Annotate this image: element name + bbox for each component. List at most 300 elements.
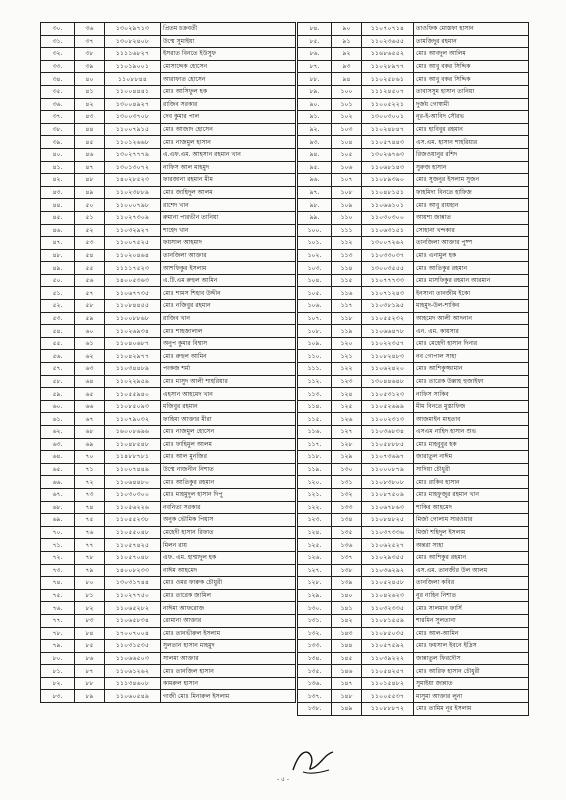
candidate-name-cell: মজিবুর রহমান bbox=[161, 400, 296, 413]
roll-index-cell: ১০২ bbox=[332, 111, 362, 124]
roll-number-cell: ১৩০০৩০০১ bbox=[362, 111, 414, 124]
serial-cell: ১২৯. bbox=[298, 589, 332, 602]
roll-index-cell: ৯৩ bbox=[332, 60, 362, 73]
roll-number-cell: ১১০৩৯২২২ bbox=[362, 652, 414, 665]
roll-number-cell: ১১০৮৮৪৪ bbox=[105, 73, 161, 86]
roll-number-cell: ১১০৬৮১৪৩ bbox=[362, 161, 414, 174]
roll-index-cell: ১২৮ bbox=[332, 438, 362, 451]
roll-index-cell: ৪৮ bbox=[75, 174, 105, 187]
serial-cell: ৯৯. bbox=[298, 211, 332, 224]
roll-index-cell: ৬৫ bbox=[75, 388, 105, 401]
roll-number-cell: ১১০৬২৪২০ bbox=[362, 363, 414, 376]
table-row bbox=[298, 249, 529, 262]
candidate-name-cell: অনুক ভৌমিক পিয়াস bbox=[161, 514, 296, 527]
candidate-name-cell: এসএম নাহিদ হাসান শুভ bbox=[414, 426, 529, 439]
roll-number-cell: ১১০৭৭৭৩৩ bbox=[362, 274, 414, 287]
candidate-name-cell: মোসাদ্দেক হোসেন bbox=[161, 60, 296, 73]
roll-index-cell: ১১২ bbox=[332, 237, 362, 250]
serial-cell: ৮১. bbox=[41, 665, 75, 678]
serial-cell: ৭৯. bbox=[41, 640, 75, 653]
roll-number-cell: ১১০৪০৬৮৭ bbox=[105, 337, 161, 350]
roll-number-cell: ১১০০২৩১৩ bbox=[362, 413, 414, 426]
roll-number-cell: ১১০৩৮১৯৫ bbox=[362, 300, 414, 313]
serial-cell: ৪৭. bbox=[41, 237, 75, 250]
table-row bbox=[298, 136, 529, 149]
roll-number-cell: ১১০৮৫০৩৫ bbox=[362, 627, 414, 640]
table-row bbox=[298, 60, 529, 73]
roll-number-cell: ১৭০০৭০০৪ bbox=[105, 627, 161, 640]
roll-index-cell: ৪৯ bbox=[75, 186, 105, 199]
roll-number-cell: ১১০৮১৫৫৯ bbox=[362, 614, 414, 627]
roll-index-cell: ১২০ bbox=[332, 337, 362, 350]
table-row bbox=[41, 23, 296, 36]
table-row bbox=[298, 501, 529, 514]
roll-index-cell: ৯১ bbox=[332, 35, 362, 48]
serial-cell: ১০৭. bbox=[298, 312, 332, 325]
candidate-name-cell: মোঃ আরিফ হাসান চৌধুরী bbox=[414, 665, 529, 678]
roll-number-cell: ১১০৪২৯৭৭ bbox=[105, 350, 161, 363]
candidate-name-cell: সোহানা খন্দকার bbox=[414, 224, 529, 237]
candidate-name-cell: রোমানা আক্তার bbox=[161, 614, 296, 627]
roll-number-cell: ১৩০৮২৪০৮ bbox=[105, 35, 161, 48]
roll-index-cell: ৮২ bbox=[75, 602, 105, 615]
candidate-name-cell: মোঃ ফয়সাল ইবনে ইদ্রিস bbox=[414, 640, 529, 653]
table-row bbox=[41, 274, 296, 287]
roll-number-cell: ১১০০০৮৭৯ bbox=[362, 463, 414, 476]
left-roster-table bbox=[40, 22, 296, 703]
roll-number-cell: ১১১২৪৫০৭ bbox=[362, 85, 414, 98]
roll-index-cell: ৯০ bbox=[332, 23, 362, 36]
roll-number-cell: ১১০০৪৪৪১ bbox=[105, 85, 161, 98]
serial-cell: ১২২. bbox=[298, 501, 332, 514]
table-row bbox=[298, 514, 529, 527]
left-roster-body bbox=[41, 23, 296, 703]
table-row bbox=[41, 665, 296, 678]
table-row bbox=[298, 186, 529, 199]
roll-number-cell: ১১০৫৫২৩৮ bbox=[105, 514, 161, 527]
candidate-name-cell: তাবাসসুম হাসান তানিয়া bbox=[414, 85, 529, 98]
candidate-name-cell: মোঃ হাবিবুর রহমান bbox=[414, 123, 529, 136]
candidate-name-cell: মির্জা শহিদুল ইসলাম bbox=[414, 526, 529, 539]
roll-index-cell: ১২৭ bbox=[332, 426, 362, 439]
serial-cell: ৩৫. bbox=[41, 85, 75, 98]
candidate-name-cell: গাজী মোঃ মিনারুল ইসলাম bbox=[161, 690, 296, 703]
roll-number-cell: ১১০৫৭৪৪৩ bbox=[362, 136, 414, 149]
candidate-name-cell: রিজওয়ানুর রশিদ bbox=[414, 148, 529, 161]
roll-number-cell: ১১০৩৪৪৮৯ bbox=[105, 363, 161, 376]
roll-number-cell: ১৩০০৭২৬২ bbox=[362, 237, 414, 250]
roll-index-cell: ১২১ bbox=[332, 350, 362, 363]
roll-index-cell: ১১৩ bbox=[332, 249, 362, 262]
candidate-name-cell: ইনসানা তানজীম ইকো bbox=[414, 287, 529, 300]
table-row bbox=[41, 539, 296, 552]
roll-index-cell: ১৩৪ bbox=[332, 514, 362, 527]
roll-index-cell: ৮৬ bbox=[75, 652, 105, 665]
table-row bbox=[41, 249, 296, 262]
candidate-name-cell: নুর নাহিন নিশাত bbox=[414, 589, 529, 602]
table-row bbox=[41, 35, 296, 48]
roll-index-cell: ৭৪ bbox=[75, 501, 105, 514]
table-row bbox=[41, 174, 296, 187]
serial-cell: ১৩৬. bbox=[298, 677, 332, 690]
table-row bbox=[41, 375, 296, 388]
roll-number-cell: ১১০০৭৯১৫ bbox=[105, 123, 161, 136]
roll-number-cell: ১১০৬৫২৮২ bbox=[105, 602, 161, 615]
roll-number-cell: ১১৬৮৬৫৫২ bbox=[362, 48, 414, 61]
candidate-name-cell: মোঃ তানজিল হাসান bbox=[161, 665, 296, 678]
candidate-name-cell: মোঃ শামস শিহাব উদ্দীন bbox=[161, 287, 296, 300]
serial-cell: ৮৬. bbox=[298, 48, 332, 61]
roll-number-cell: ১১০৫৩১২৩ bbox=[362, 388, 414, 401]
roll-index-cell: ১৩৫ bbox=[332, 526, 362, 539]
roll-number-cell: ১১০৩৬৮৩৪ bbox=[362, 426, 414, 439]
table-row bbox=[298, 174, 529, 187]
roll-number-cell: ১১০২০৪৬৪ bbox=[105, 249, 161, 262]
roll-number-cell: ১১০৬৫৮৩৪ bbox=[105, 614, 161, 627]
roll-number-cell: ১৩০০৪৯২৭ bbox=[105, 98, 161, 111]
serial-cell: ৫০. bbox=[41, 274, 75, 287]
roll-index-cell: ৭৮ bbox=[75, 551, 105, 564]
serial-cell: ১১০. bbox=[298, 350, 332, 363]
candidate-name-cell: অন্তরা সাহা bbox=[414, 539, 529, 552]
table-row bbox=[298, 161, 529, 174]
table-row bbox=[41, 350, 296, 363]
candidate-name-cell: তামজিদুর রহমান bbox=[414, 35, 529, 48]
table-row bbox=[298, 224, 529, 237]
candidate-name-cell: এহসান আহমেদ খান bbox=[161, 388, 296, 401]
roll-number-cell: ১১০৪৮১৫১ bbox=[362, 186, 414, 199]
candidate-name-cell: ইসরাত বিনতে ইউসুফ bbox=[161, 48, 296, 61]
roll-number-cell: ১১০৪৮৫৪৮ bbox=[105, 438, 161, 451]
roll-number-cell: ১১০৬৭৮৬৩ bbox=[362, 501, 414, 514]
roll-index-cell: ৪৪ bbox=[75, 123, 105, 136]
serial-cell: ১২১. bbox=[298, 488, 332, 501]
serial-cell: ৫৮. bbox=[41, 375, 75, 388]
serial-cell: ৬০. bbox=[41, 400, 75, 413]
roll-index-cell: ১১৪ bbox=[332, 262, 362, 275]
candidate-name-cell: মোঃ তামিম নূর ইসলাম bbox=[414, 703, 529, 716]
roll-index-cell: ১৩২ bbox=[332, 488, 362, 501]
roll-index-cell: ৬৮ bbox=[75, 426, 105, 439]
candidate-name-cell: মোঃ আশিকুজ্জামান bbox=[414, 363, 529, 376]
table-row bbox=[41, 111, 296, 124]
candidate-name-cell: মোঃ রাকিব হাসান bbox=[414, 476, 529, 489]
roll-index-cell: ১০৫ bbox=[332, 148, 362, 161]
roll-number-cell: ১১০০৭৪৪৯ bbox=[105, 463, 161, 476]
table-row bbox=[298, 111, 529, 124]
candidate-name-cell: কামরুল হাসান bbox=[161, 677, 296, 690]
serial-cell: ৯৪. bbox=[298, 148, 332, 161]
candidate-name-cell: পংকজ শর্মা bbox=[161, 363, 296, 376]
serial-cell: ৮৮. bbox=[298, 73, 332, 86]
serial-cell: ৪১. bbox=[41, 161, 75, 174]
candidate-name-cell: মোঃ তারেক উল্লাহ হুজাইফা bbox=[414, 375, 529, 388]
roll-number-cell: ১১০৫৭৪২৫ bbox=[105, 539, 161, 552]
candidate-name-cell: ফারজানা রহমান মীম bbox=[161, 174, 296, 187]
serial-cell: ১১৯. bbox=[298, 463, 332, 476]
table-row bbox=[41, 312, 296, 325]
candidate-name-cell: আশফিকুর ইসলাম bbox=[161, 262, 296, 275]
candidate-name-cell: সুমাইয়া জান্নাত bbox=[414, 677, 529, 690]
candidate-name-cell: এফ. এম. হাম্মাদুল হক bbox=[161, 551, 296, 564]
candidate-name-cell: মাহমুদ-উল-শাকিব bbox=[414, 300, 529, 313]
roll-index-cell: ১৩৩ bbox=[332, 501, 362, 514]
table-row bbox=[298, 337, 529, 350]
roll-index-cell: ৮৭ bbox=[75, 665, 105, 678]
roll-index-cell: ৫১ bbox=[75, 211, 105, 224]
serial-cell: ৭২. bbox=[41, 551, 75, 564]
candidate-name-cell: মোঃ তানভীরুল ইসলাম bbox=[161, 627, 296, 640]
serial-cell: ৮৫. bbox=[298, 35, 332, 48]
table-row bbox=[41, 564, 296, 577]
serial-cell: ৬৩. bbox=[41, 438, 75, 451]
table-row bbox=[41, 551, 296, 564]
candidate-name-cell: সুরুজ হাসান bbox=[414, 161, 529, 174]
roll-index-cell: ৮১ bbox=[75, 589, 105, 602]
candidate-name-cell: মোঃ ফাহিমুল আলম bbox=[161, 438, 296, 451]
table-row bbox=[298, 438, 529, 451]
table-row bbox=[298, 589, 529, 602]
roll-index-cell: ৭০ bbox=[75, 451, 105, 464]
serial-cell: ৭৮. bbox=[41, 627, 75, 640]
table-row bbox=[298, 602, 529, 615]
roll-index-cell: ৬৬ bbox=[75, 400, 105, 413]
roll-number-cell: ১৪০০৮২৩৩ bbox=[105, 564, 161, 577]
table-row bbox=[298, 325, 529, 338]
serial-cell: ১১৫. bbox=[298, 413, 332, 426]
serial-cell: ৮৩. bbox=[41, 690, 75, 703]
serial-cell: ১২৭. bbox=[298, 564, 332, 577]
serial-cell: ৪৫. bbox=[41, 211, 75, 224]
candidate-name-cell: মীম বিনতে মুস্তাফিজ bbox=[414, 400, 529, 413]
table-row bbox=[298, 23, 529, 36]
roll-number-cell: ১১০৭৩৬৯৭ bbox=[362, 451, 414, 464]
serial-cell: ৯৬. bbox=[298, 174, 332, 187]
roll-index-cell: ১২৪ bbox=[332, 388, 362, 401]
table-row bbox=[41, 363, 296, 376]
serial-cell: ৫২. bbox=[41, 300, 75, 313]
candidate-name-cell: শাহেদ খান bbox=[161, 224, 296, 237]
roll-number-cell: ১১০২৮৯৭৭ bbox=[362, 60, 414, 73]
serial-cell: ৭৬. bbox=[41, 602, 75, 615]
table-row bbox=[41, 400, 296, 413]
candidate-name-cell: আরাফাত হোসেন bbox=[161, 73, 296, 86]
candidate-name-cell: মাসুমা আক্তার লুনা bbox=[414, 690, 529, 703]
right-roster-table bbox=[297, 22, 529, 716]
table-row bbox=[41, 48, 296, 61]
table-row bbox=[41, 186, 296, 199]
serial-cell: ৭১. bbox=[41, 539, 75, 552]
roll-index-cell: ৬০ bbox=[75, 325, 105, 338]
roll-number-cell: ১১০০৫৫৩৭ bbox=[362, 690, 414, 703]
roll-number-cell: ১১১১৭৫২৩ bbox=[105, 262, 161, 275]
table-row bbox=[298, 73, 529, 86]
table-row bbox=[298, 551, 529, 564]
candidate-name-cell: মোঃ আল মুনজির bbox=[161, 451, 296, 464]
roll-number-cell: ১১০২৩৬৫৫ bbox=[362, 35, 414, 48]
table-row bbox=[41, 526, 296, 539]
serial-cell: ৭০. bbox=[41, 526, 75, 539]
candidate-name-cell: নাঈমা আফরোজ bbox=[161, 602, 296, 615]
serial-cell: ১২৩. bbox=[298, 514, 332, 527]
candidate-name-cell: মোঃ আজাদ হোসেন bbox=[161, 123, 296, 136]
roll-number-cell: ১১০২৪৮৪৭ bbox=[362, 123, 414, 136]
roll-number-cell: ১১০২৭৭৫০ bbox=[105, 589, 161, 602]
serial-cell: ৮৯. bbox=[298, 85, 332, 98]
serial-cell: ১১৪. bbox=[298, 400, 332, 413]
serial-cell: ৫৩. bbox=[41, 312, 75, 325]
roll-index-cell: ১১৯ bbox=[332, 325, 362, 338]
table-row bbox=[41, 85, 296, 98]
roll-index-cell: ১৩৯ bbox=[332, 577, 362, 590]
candidate-name-cell: আজমাইন মাহতাব bbox=[414, 413, 529, 426]
roll-number-cell: ১১০৫৪২৫৭ bbox=[362, 665, 414, 678]
roll-index-cell: ৭৩ bbox=[75, 488, 105, 501]
roll-index-cell: ১৪০ bbox=[332, 589, 362, 602]
serial-cell: ৮২. bbox=[41, 677, 75, 690]
serial-cell: ১০১. bbox=[298, 237, 332, 250]
serial-cell: ৭৩. bbox=[41, 564, 75, 577]
serial-cell: ৪২. bbox=[41, 174, 75, 187]
roll-index-cell: ৫৫ bbox=[75, 262, 105, 275]
candidate-name-cell: মোঃ এনামুল হক bbox=[414, 249, 529, 262]
serial-cell: ১১৭. bbox=[298, 438, 332, 451]
table-row bbox=[298, 237, 529, 250]
table-row bbox=[298, 350, 529, 363]
table-row bbox=[298, 652, 529, 665]
serial-cell: ৩১. bbox=[41, 35, 75, 48]
roll-number-cell: ১১০৫৮৮৮৫ bbox=[362, 438, 414, 451]
roll-number-cell: ১১০৭১২৪৩ bbox=[362, 287, 414, 300]
candidate-name-cell: শাকির আহমেদ bbox=[414, 501, 529, 514]
roll-number-cell: ১১০০০৭৯৮ bbox=[105, 199, 161, 212]
table-row bbox=[41, 463, 296, 476]
roll-index-cell: ৫৪ bbox=[75, 249, 105, 262]
roll-number-cell: ১১০৮৯৩৯০ bbox=[362, 174, 414, 187]
table-row bbox=[298, 413, 529, 426]
roll-number-cell: ১১১১৬৮২৭ bbox=[105, 48, 161, 61]
candidate-name-cell: নব গোপাল সাহা bbox=[414, 350, 529, 363]
roll-number-cell: ১১০৩২৩৩৫ bbox=[362, 602, 414, 615]
roll-number-cell: ১১০৫২৪৫৮ bbox=[362, 577, 414, 590]
serial-cell: ১৩৮. bbox=[298, 703, 332, 716]
candidate-name-cell: তানজিলা আক্তার bbox=[161, 249, 296, 262]
roll-number-cell: ১১০০৭৫২৫ bbox=[105, 237, 161, 250]
candidate-name-cell: আহমেদ আলী আদনান bbox=[414, 312, 529, 325]
serial-cell: ৩২. bbox=[41, 48, 75, 61]
table-row bbox=[41, 602, 296, 615]
roll-index-cell: ৩৭ bbox=[75, 35, 105, 48]
roll-index-cell: ৫৯ bbox=[75, 312, 105, 325]
roll-index-cell: ১৪৫ bbox=[332, 652, 362, 665]
roll-number-cell: ১১০২৭৩০৯ bbox=[105, 211, 161, 224]
serial-cell: ৯২. bbox=[298, 123, 332, 136]
candidate-name-cell: সালমা আক্তার bbox=[161, 652, 296, 665]
roll-number-cell: ১১০৩৩০৩৭ bbox=[362, 249, 414, 262]
serial-cell: ৬৬. bbox=[41, 476, 75, 489]
table-row bbox=[41, 413, 296, 426]
candidate-name-cell: এ.টি.এম রুহুল আমিন bbox=[161, 274, 296, 287]
candidate-name-cell: ফাহমিদা বিনতে হাফিজ bbox=[414, 186, 529, 199]
roll-index-cell: ১৪১ bbox=[332, 602, 362, 615]
roll-number-cell: ১১০৭৯০৩২ bbox=[105, 413, 161, 426]
table-row bbox=[41, 388, 296, 401]
roll-index-cell: ৫০ bbox=[75, 199, 105, 212]
serial-cell: ৯৩. bbox=[298, 136, 332, 149]
roll-index-cell: ১০১ bbox=[332, 98, 362, 111]
table-row bbox=[41, 300, 296, 313]
table-row bbox=[41, 589, 296, 602]
table-row bbox=[41, 73, 296, 86]
table-row bbox=[41, 161, 296, 174]
serial-cell: ৬২. bbox=[41, 426, 75, 439]
table-row bbox=[298, 287, 529, 300]
table-row bbox=[41, 98, 296, 111]
roll-number-cell: ১১০২২৩৫৭ bbox=[362, 337, 414, 350]
table-row bbox=[298, 123, 529, 136]
roll-number-cell: ১৩০২৬৭৬৩ bbox=[362, 148, 414, 161]
roll-index-cell: ১১৮ bbox=[332, 312, 362, 325]
roll-number-cell: ১৩০১৩০৭২ bbox=[105, 161, 161, 174]
table-row bbox=[41, 640, 296, 653]
roll-number-cell: ১৩০২৯৭১৩ bbox=[105, 23, 161, 36]
roll-index-cell: ৫৭ bbox=[75, 287, 105, 300]
serial-cell: ১৩৭. bbox=[298, 690, 332, 703]
candidate-name-cell: মোঃ রুহুল আমিন bbox=[161, 350, 296, 363]
table-row bbox=[41, 438, 296, 451]
roll-index-cell: ৭৫ bbox=[75, 514, 105, 527]
roll-index-cell: ৭৯ bbox=[75, 564, 105, 577]
table-row bbox=[298, 640, 529, 653]
candidate-name-cell: মোঃ নাজমুল হাসান bbox=[161, 136, 296, 149]
roll-number-cell: ১৩০৪৪৬৪৮ bbox=[362, 375, 414, 388]
roll-number-cell: ১১০৭০৭১৪ bbox=[362, 23, 414, 36]
roll-index-cell: ৩৯ bbox=[75, 60, 105, 73]
table-row bbox=[41, 224, 296, 237]
roll-index-cell: ১০৯ bbox=[332, 199, 362, 212]
candidate-name-cell: তানজিলা কবির bbox=[414, 577, 529, 590]
table-row bbox=[298, 48, 529, 61]
serial-cell: ৬৪. bbox=[41, 451, 75, 464]
roll-number-cell: ১১০৮২৪৮৩ bbox=[362, 350, 414, 363]
serial-cell: ৮৪. bbox=[298, 23, 332, 36]
serial-cell: ৭৭. bbox=[41, 614, 75, 627]
candidate-name-cell: জারাতুল নাঈম bbox=[414, 451, 529, 464]
candidate-name-cell: মোঃ মাহফুজুর রহমান খান bbox=[414, 488, 529, 501]
table-row bbox=[298, 703, 529, 716]
roll-number-cell: ১১০৫৭৫৯২ bbox=[362, 640, 414, 653]
serial-cell: ৯৫. bbox=[298, 161, 332, 174]
roll-number-cell: ১১০৫৫২৩২ bbox=[362, 312, 414, 325]
serial-cell: ৪৮. bbox=[41, 249, 75, 262]
serial-cell: ৭৪. bbox=[41, 577, 75, 590]
candidate-name-cell: মেহেদী হাসান রিফাত bbox=[161, 526, 296, 539]
serial-cell: ১২৬. bbox=[298, 551, 332, 564]
roll-number-cell: ১১০৮৩৮০৮ bbox=[362, 476, 414, 489]
serial-cell: ৯৭. bbox=[298, 186, 332, 199]
serial-cell: ৪০. bbox=[41, 148, 75, 161]
roll-index-cell: ৯৪ bbox=[332, 73, 362, 86]
table-row bbox=[41, 262, 296, 275]
serial-cell: ১০০. bbox=[298, 224, 332, 237]
candidate-name-cell: নাফিস সাকিব bbox=[414, 388, 529, 401]
table-row bbox=[41, 677, 296, 690]
serial-cell: ৫৬. bbox=[41, 350, 75, 363]
serial-cell: ৫৯. bbox=[41, 388, 75, 401]
roll-index-cell: ৬৭ bbox=[75, 413, 105, 426]
table-row bbox=[41, 337, 296, 350]
candidate-name-cell: মোঃ সুজনুর ইসলাম সুজন bbox=[414, 174, 529, 187]
